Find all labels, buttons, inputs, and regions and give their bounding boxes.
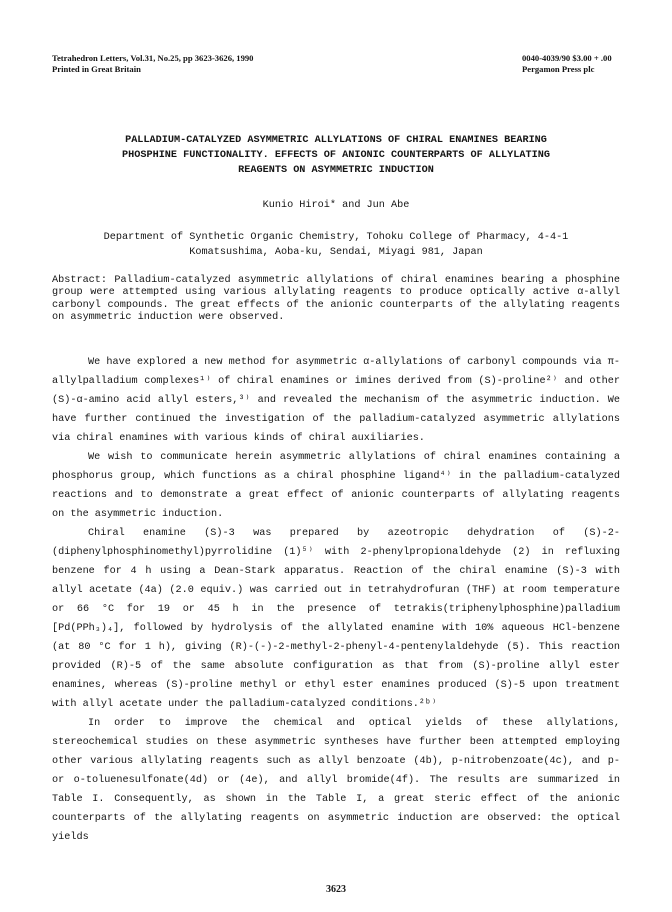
- title-line: PALLADIUM-CATALYZED ASYMMETRIC ALLYLATIONS OF CHIRAL ENAMINES BEARING: [125, 135, 547, 146]
- title-line: PHOSPHINE FUNCTIONALITY. EFFECTS OF ANIONIC COUNTERPARTS OF ALLYLATING: [122, 150, 550, 162]
- affiliation-line: Komatsushima, Aoba-ku, Sendai, Miyagi 981, Japan: [189, 246, 483, 258]
- title-line: REAGENTS ON ASYMMETRIC INDUCTION: [238, 165, 434, 177]
- affiliation: [40, 231, 632, 260]
- printed-in: Printed in Great Britain: [52, 64, 141, 74]
- running-header-right: [522, 53, 612, 75]
- paragraph: Chiral enamine (S)-3 was prepared by azeotropic dehydration of (S)-2-(diphenylphosphinomethyl)pyrrolidine (1)⁵⁾ with 2-phenylpropionaldehyde (2) in refluxing benzene for 4 h using a Dean-Stark apparatus. Reaction of the chiral enamine (S)-3 with allyl acetate (4a) (2.0 equiv.) was carried out in tetrahydrofuran (THF) at room temperature or 66 °C for 19 or 45 h in the presence of tetrakis(triphenylphosphine)palladium [Pd(PPh₃)₄], followed by hydrolysis of the allylated enamine with 10% aqueous HCl-benzene (at 80 °C for 1 h), giving (R)-(-)-2-methyl-2-phenyl-4-pentenylaldehyde (5). This reaction provided (R)-5 of the same absolute configuration as that from (S)-proline allyl ester enamines, whereas (S)-proline methyl or ethyl ester enamines produced (S)-5 upon treatment with allyl acetate under the palladium-catalyzed conditions.²ᵇ⁾: [52, 528, 620, 710]
- page-number: 3623: [326, 884, 346, 895]
- author-list: Kunio Hiroi* and Jun Abe: [262, 200, 410, 211]
- publisher: Pergamon Press plc: [522, 64, 595, 74]
- article-title: [60, 133, 612, 179]
- paragraph: In order to improve the chemical and optical yields of these allylations, stereochemical studies on these asymmetric syntheses have further been attempted employing other various allylating reagents such as allyl benzoate (4b), p-nitrobenzoate(4c), and p- or o-toluenesulfonate(4d) or (4e), and allyl bromide(4f). The results are summarized in Table I. Consequently, as shown in the Table I, a great steric effect of the anionic counterparts of the allylating reagents on asymmetric induction are observed: the optical yields: [52, 718, 620, 843]
- paragraph: We have explored a new method for asymmetric α-allylations of carbonyl compounds via π-allylpalladium complexes¹⁾ of chiral enamines or imines derived from (S)-proline²⁾ and other (S)-α-amino acid allyl esters,³⁾ and revealed the mechanism of the asymmetric induction. We have further continued the investigation of the palladium-catalyzed asymmetric allylations via chiral enamines with various kinds of chiral auxiliaries.: [52, 357, 620, 444]
- running-header-left: [52, 53, 253, 75]
- body-text: [52, 353, 620, 847]
- affiliation-line: Department of Synthetic Organic Chemistry, Tohoku College of Pharmacy, 4-4-1: [103, 232, 569, 243]
- journal-citation: Tetrahedron Letters, Vol.31, No.25, pp 3623-3626, 1990: [52, 53, 254, 63]
- abstract: Abstract: Palladium-catalyzed asymmetric allylations of chiral enamines bearing a phosphine group were attempted using various allylating reagents to produce optically active α-allyl carbonyl compounds. The great effects of the anionic counterparts of the allylating reagents on asymmetric induction were observed.: [52, 275, 620, 324]
- issn-price: 0040-4039/90 $3.00 + .00: [522, 53, 612, 63]
- paragraph: We wish to communicate herein asymmetric allylations of chiral enamines containing a phosphorus group, which functions as a chiral phosphine ligand⁴⁾ in the palladium-catalyzed reactions and to demonstrate a great effect of anionic counterparts of allylating reagents on the asymmetric induction.: [52, 452, 620, 520]
